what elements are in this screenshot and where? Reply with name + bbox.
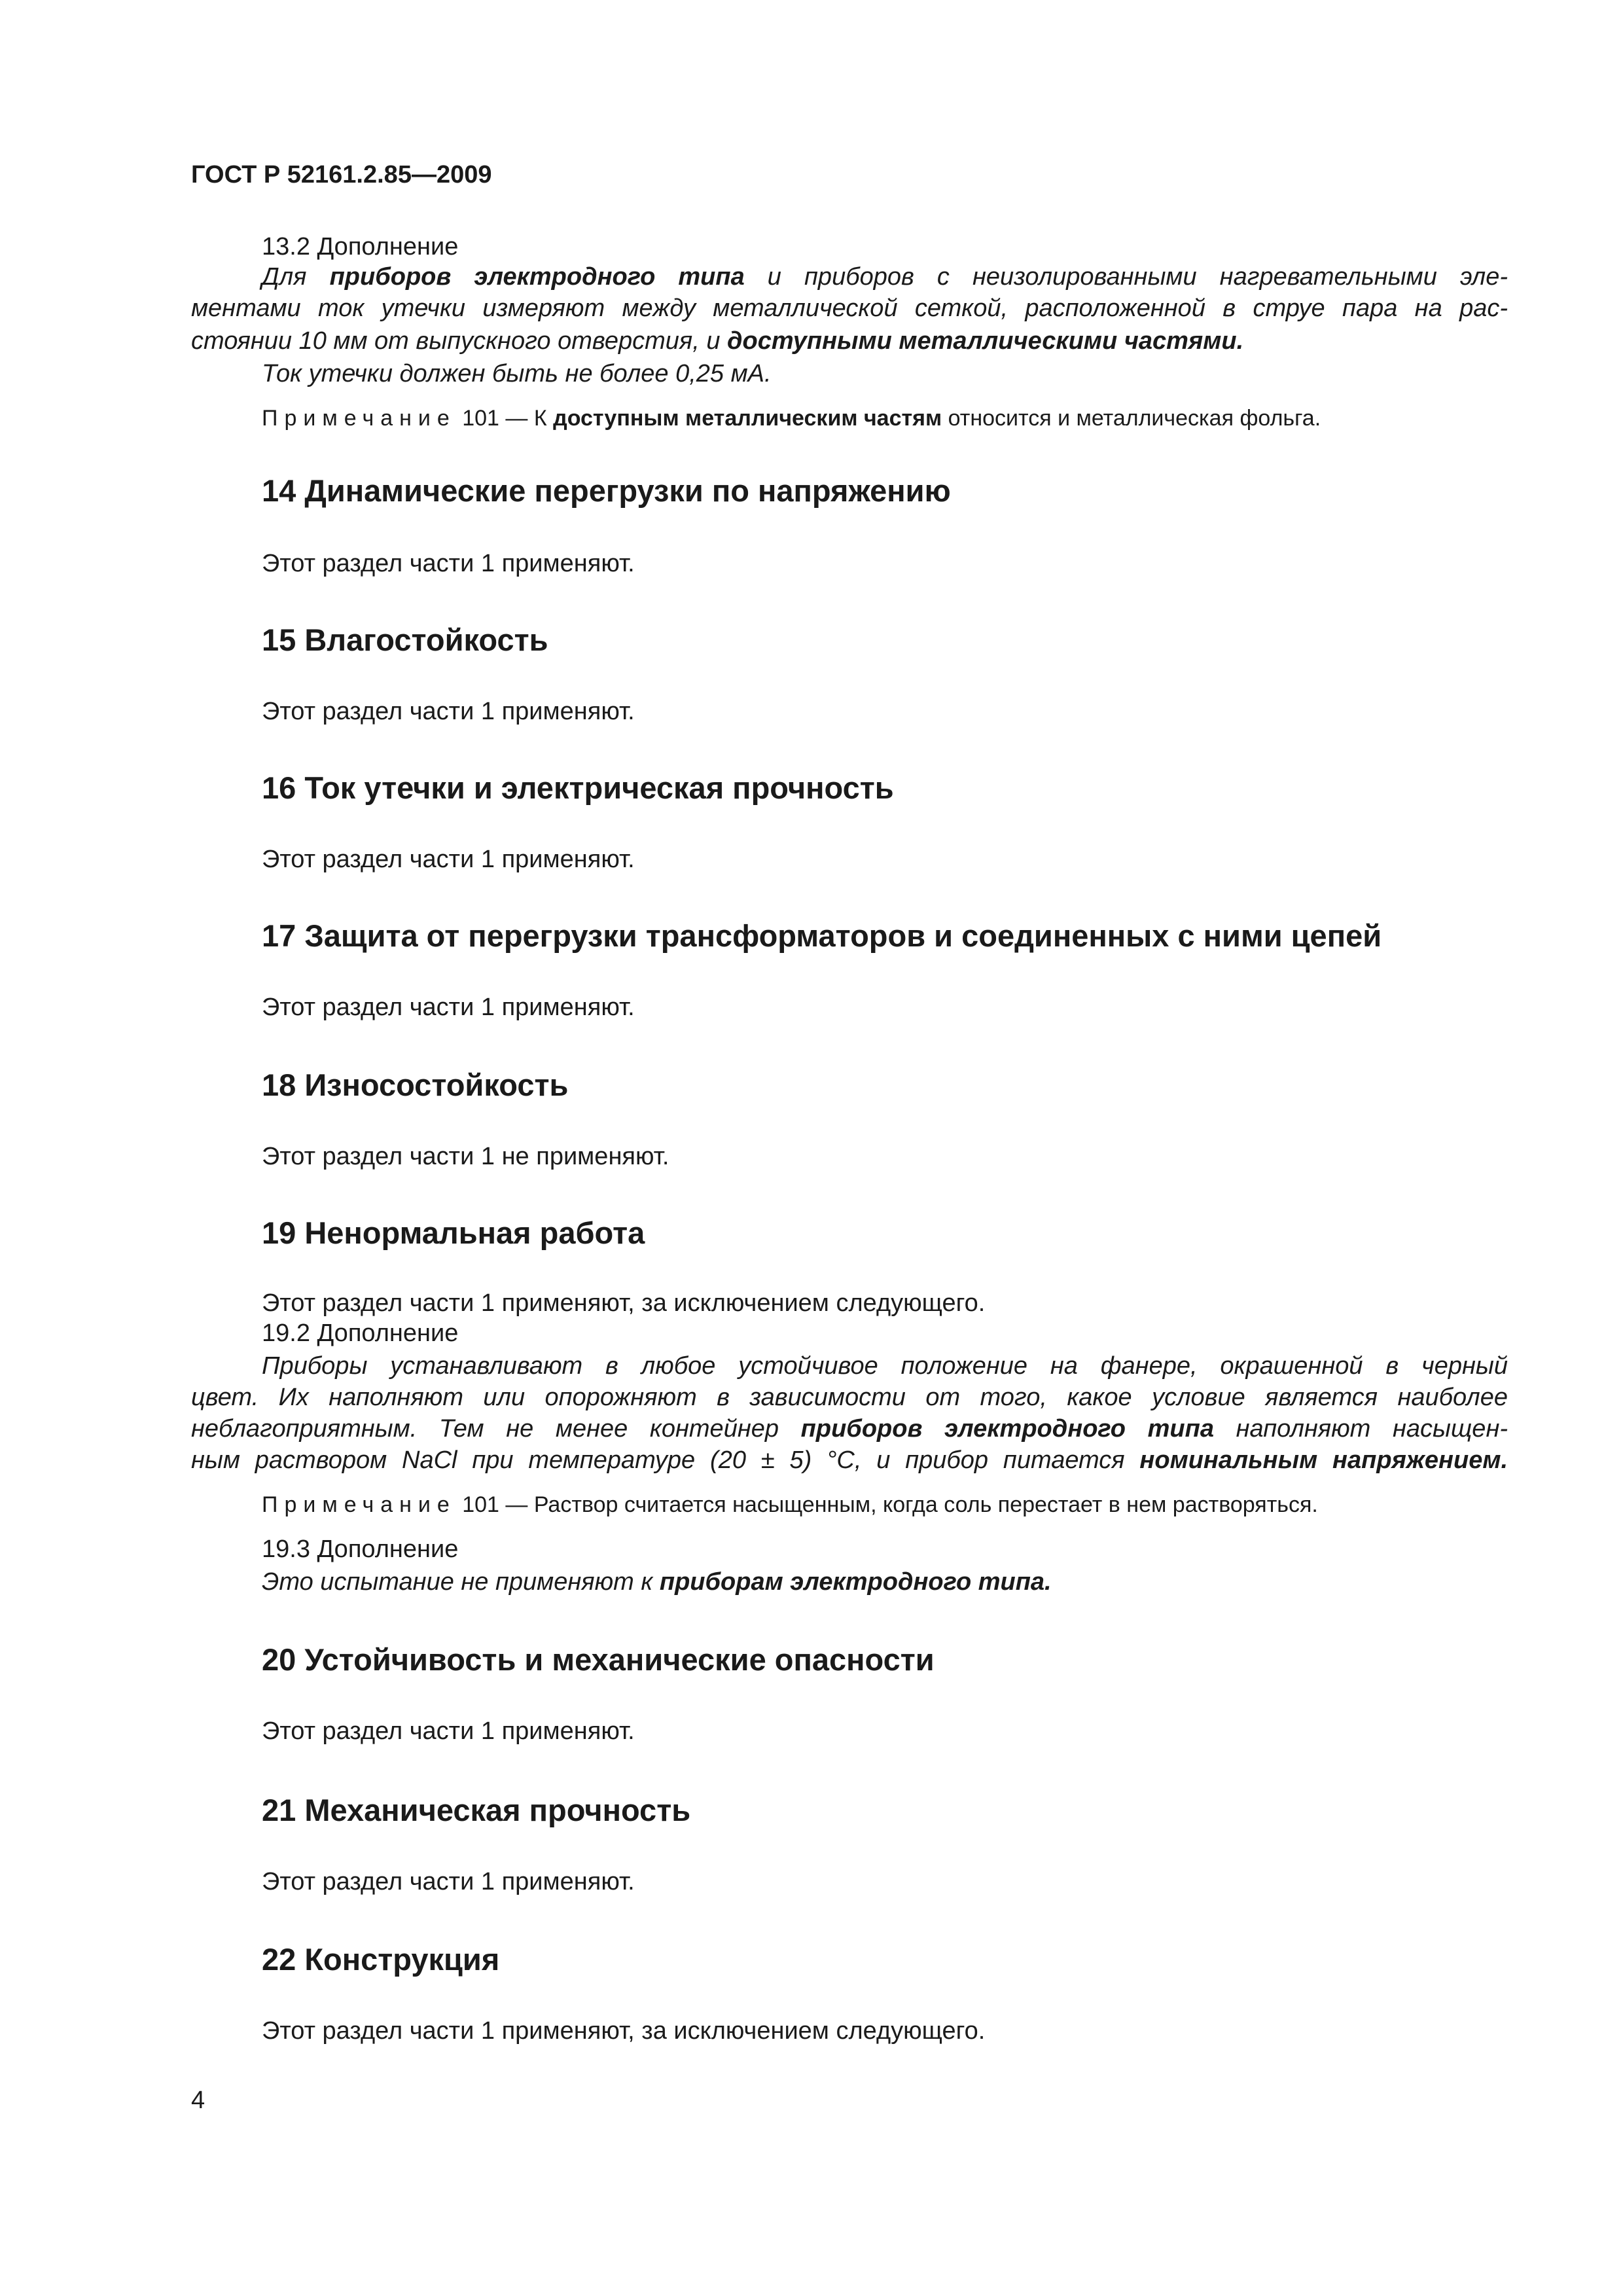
subsection-19-3-text: Это испытание не применяют к приборам электродного типа. (262, 1568, 1052, 1596)
heading-22: 22 Конструкция (262, 1942, 500, 1977)
text-20: Этот раздел части 1 применяют. (262, 1717, 635, 1745)
note-13: Примечание 101 — К доступным металлическим частям относится и металлическая фольга. (262, 406, 1321, 431)
subsection-13-2-line-1: Для приборов электродного типа и приборов с неизолированными нагревательными эле- (262, 263, 1508, 291)
heading-21: 21 Механическая прочность (262, 1793, 691, 1827)
subsection-19-3-title: 19.3 Дополнение (262, 1535, 459, 1563)
heading-18: 18 Износостойкость (262, 1067, 569, 1102)
subsection-13-2-title: 13.2 Дополнение (262, 233, 459, 260)
text-21: Этот раздел части 1 применяют. (262, 1868, 635, 1895)
text-18: Этот раздел части 1 не применяют. (262, 1143, 669, 1170)
heading-15: 15 Влагостойкость (262, 622, 548, 657)
text-14: Этот раздел части 1 применяют. (262, 550, 635, 577)
subsection-19-2-title: 19.2 Дополнение (262, 1319, 459, 1347)
text-19: Этот раздел части 1 применяют, за исключением следующего. (262, 1289, 986, 1317)
text-15: Этот раздел части 1 применяют. (262, 698, 635, 725)
subsection-19-2-line-3: неблагоприятным. Тем не менее контейнер приборов электродного типа наполняют насыщен- (191, 1415, 1508, 1443)
subsection-19-2-line-1: Приборы устанавливают в любое устойчивое положение на фанере, окрашенной в черный (262, 1352, 1508, 1380)
text-17: Этот раздел части 1 применяют. (262, 994, 635, 1021)
subsection-19-2-line-2: цвет. Их наполняют или опорожняют в зависимости от того, какое условие является наиболее (191, 1384, 1508, 1411)
subsection-13-2-limit: Ток утечки должен быть не более 0,25 мА. (262, 360, 772, 387)
subsection-19-2-line-4: ным раствором NaCl при температуре (20 ± 5) °С, и прибор питается номинальным напряжением. (191, 1446, 1508, 1474)
heading-14: 14 Динамические перегрузки по напряжению (262, 473, 951, 508)
heading-17: 17 Защита от перегрузки трансформаторов и соединенных с ними цепей (262, 918, 1382, 953)
heading-19: 19 Ненормальная работа (262, 1215, 645, 1250)
heading-16: 16 Ток утечки и электрическая прочность (262, 770, 894, 805)
heading-20: 20 Устойчивость и механические опасности (262, 1642, 935, 1677)
page-number: 4 (191, 2087, 205, 2114)
subsection-13-2-line-3: стоянии 10 мм от выпускного отверстия, и доступными металлическими частями. (191, 327, 1244, 355)
note-19: Примечание 101 — Раствор считается насыщенным, когда соль перестает в нем растворяться. (262, 1492, 1318, 1517)
document-header: ГОСТ Р 52161.2.85—2009 (191, 161, 492, 188)
subsection-13-2-line-2: ментами ток утечки измеряют между металлической сеткой, расположенной в струе пара на рас- (191, 295, 1508, 322)
text-22: Этот раздел части 1 применяют, за исключением следующего. (262, 2017, 986, 2045)
text-16: Этот раздел части 1 применяют. (262, 846, 635, 873)
